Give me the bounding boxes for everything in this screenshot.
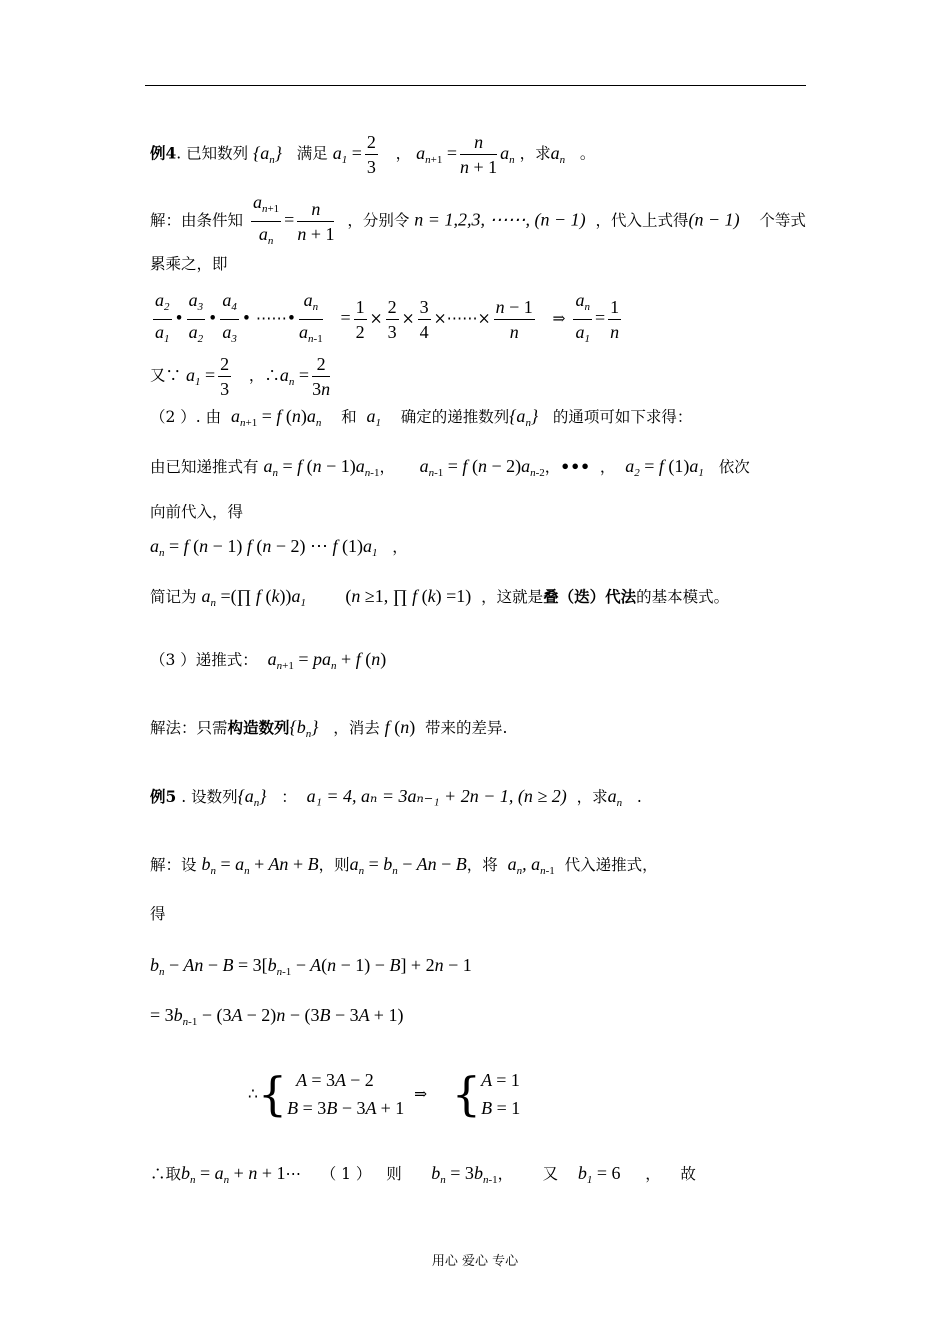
part3-method: 解法：只需构造数列$\{b_n\}$ ，消去 f (n) 带来的差异. bbox=[150, 717, 508, 740]
page-footer: 用心 爱心 专心 bbox=[431, 1254, 519, 1269]
example4-statement: 例4. 已知数列 $\{a_n\}$ 满足 $a_1$ = $\frac{2}{3}$ ， $a_{n+1}$ = $\frac{n}{n + 1}$ $a_n$ ，求$a_n$ 。 bbox=[150, 132, 596, 177]
part2-heading: （2 ）. 由 $a_{n+1} = f$ $(n)a_n$ 和 $a_1$ 确定的递推数列$\{a_n\}$ 的通项可如下求得： bbox=[150, 406, 693, 429]
part3-heading: （3 ）递推式： $a_{n+1} = pa_n + f$ (n) bbox=[150, 649, 387, 672]
solution5-eq2: = $3b_{n-1} - (3A - 2)n - (3B - 3A + 1)$ bbox=[150, 1005, 404, 1028]
example4-label: 例4 bbox=[150, 143, 177, 163]
solution4-product: $\frac{a_2}{a_1}$ • $\frac{a_3}{a_2}$ • $\frac{a_4}{a_3}$ • ⋯⋯• $\frac{a_n}{a_{n-1}}$ = $\frac{1}{2}$ × $\frac{2}{3}$ × $\frac{3}{4}$ ×⋯⋯× $\frac{n - 1}{n}$ ⇒ $\frac{a_n}{a_1}$ = $\frac{1}{n}$ bbox=[155, 290, 620, 345]
part2-line2: 向前代入，得 bbox=[150, 503, 244, 521]
solution5-conclusion: ∴取$b_n = a_n + n$ + 1⋯ （ 1 ） 则 $b_n = 3b_{n-1}$， 又 $b_1 = 6$ ， 故 bbox=[150, 1163, 696, 1186]
part2-line1: 由已知递推式有 $a_n = f$ $(n - 1)a_{n-1}$， $a_{n-1} = f$ $(n - 2)a_{n-2}$，••• ， $a_2 = f$ $(1)a_1$ 依次 bbox=[150, 456, 750, 479]
example5-statement: 例5 . 设数列$\{a_n\}$ ： a₁ = 4, aₙ = 3aₙ₋₁ + 2n − 1, (n ≥ 2) ，求$a_n$ . bbox=[150, 786, 642, 809]
solution5-eq1: $b_n - An - B = 3[b_{n-1} - A(n - 1) - B] + 2n - 1$ bbox=[150, 955, 472, 978]
solution4-result: 又∵ $a_1$ = $\frac{2}{3}$ ，$\therefore a_n$ = $\frac{2}{3n}$ bbox=[150, 354, 331, 399]
part2-brief: 简记为 $a_n$ =(∏ f $(k))a_1$ (n ≥1, ∏ f (k) =1) ，这就是叠（迭）代法的基本模式。 bbox=[150, 586, 730, 609]
solution5-line1: 解：设 $b_n = a_n + An + B$，则$a_n = b_n - An - B$，将 $a_n$, $a_{n-1}$ 代入递推式， bbox=[150, 854, 658, 877]
header-rule bbox=[145, 85, 806, 86]
solution5-line2: 得 bbox=[150, 905, 166, 923]
solution5-system: ∴{ A = 3A − 2 B = 3B − 3A + 1 ⇒ { A = 1 B = 1 bbox=[248, 1067, 521, 1121]
solution4-line2: 累乘之，即 bbox=[150, 255, 228, 273]
solution4-line1: 解：由条件知 $\frac{a_{n+1}}{a_n}$ = $\frac{n}{n + 1}$ ，分别令 n = 1,2,3, ⋯⋯, (n − 1) ，代入上式得(n − 1) 个等式 bbox=[150, 192, 806, 247]
part2-formula: $a_n = f$ (n − 1) f (n − 2) ⋯ f $(1)a_1$ ， bbox=[150, 536, 408, 559]
